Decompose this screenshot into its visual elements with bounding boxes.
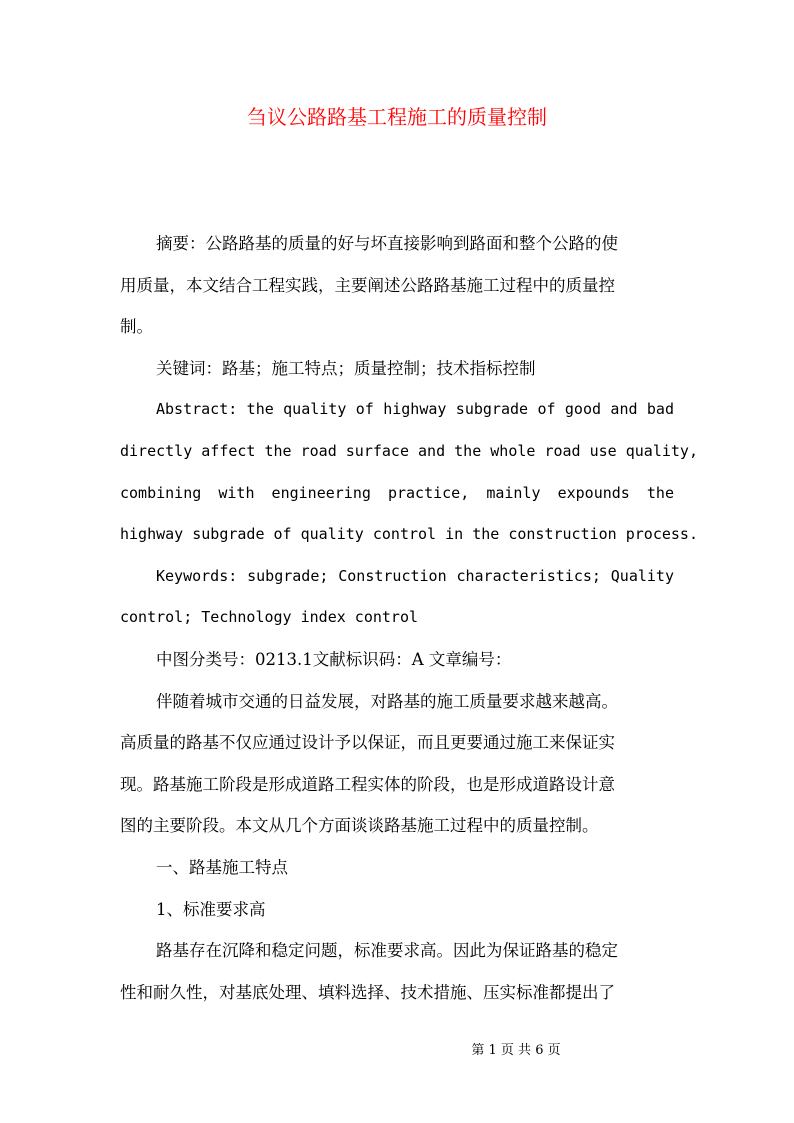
english-abstract-line-2: directly affect the road surface and the whole road use quality, [120,441,698,460]
section-heading-1: 一、路基施工特点 [156,857,288,877]
page-number: 第 1 页 共 6 页 [471,1043,561,1058]
intro-line-1: 伴随着城市交通的日益发展，对路基的施工质量要求越来越高。 [156,691,618,711]
subsection-heading-1: 1、标准要求高 [156,899,266,919]
document-body [120,223,698,1013]
intro-line-3: 现。路基施工阶段是形成道路工程实体的阶段，也是形成道路设计意 [120,774,615,794]
page-footer [0,1042,794,1060]
intro-line-2: 高质量的路基不仅应通过设计予以保证，而且更要通过施工来保证实 [120,733,615,753]
english-abstract-line-1: Abstract: the quality of highway subgrade of good and bad [156,400,674,419]
paragraph-line-2: 性和耐久性，对基底处理、填料选择、技术措施、压实标准都提出了 [120,982,615,1002]
english-abstract-line-4: highway subgrade of quality control in the construction process. [120,525,698,544]
paragraph-line-1: 路基存在沉降和稳定问题，标准要求高。因此为保证路基的稳定 [156,941,618,961]
abstract-line-3: 制。 [120,317,153,337]
abstract-line-2: 用质量，本文结合工程实践，主要阐述公路路基施工过程中的质量控 [120,275,615,295]
keywords-line: 关键词：路基；施工特点；质量控制；技术指标控制 [156,358,536,378]
english-keywords-line-1: Keywords: subgrade; Construction characteristics; Quality [156,566,674,585]
english-abstract-line-3: combining with engineering practice, mainly expounds the [120,483,674,502]
intro-line-4: 图的主要阶段。本文从几个方面谈谈路基施工过程中的质量控制。 [120,816,599,836]
english-keywords-line-2: control; Technology index control [120,608,419,627]
document-title: 刍议公路路基工程施工的质量控制 [247,105,547,129]
abstract-line-1: 摘要：公路路基的质量的好与坏直接影响到路面和整个公路的使 [156,234,618,253]
classification-line: 中图分类号：0213.1文献标识码：A 文章编号： [156,649,512,669]
